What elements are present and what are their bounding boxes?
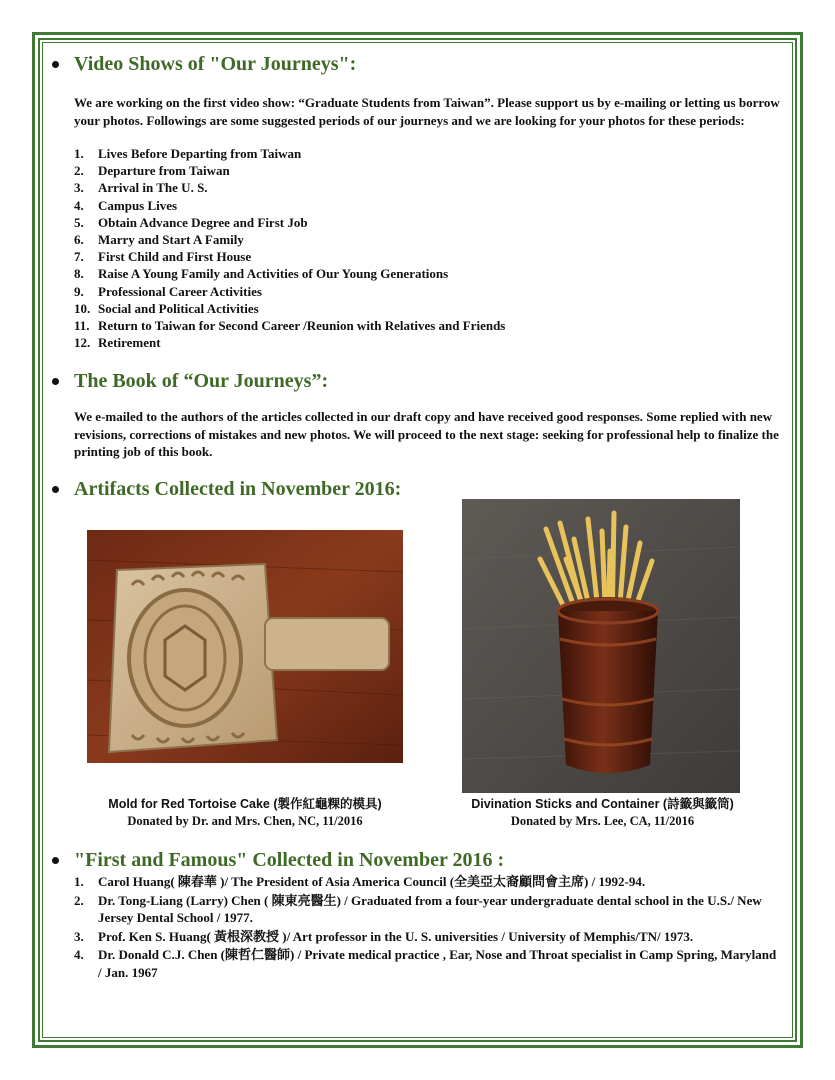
period-list-item <box>74 162 786 179</box>
period-list-item-text: Marry and Start A Family <box>98 232 244 248</box>
period-list-item <box>74 248 786 265</box>
period-list-item <box>74 179 786 196</box>
famous-list-item-number: 4. <box>74 947 84 962</box>
video-period-list <box>74 145 786 351</box>
period-list-item <box>74 231 786 248</box>
period-list-item-text: Professional Career Activities <box>98 283 262 299</box>
period-list-item-number: 3. <box>74 180 84 196</box>
famous-list-item-number: 1. <box>74 874 84 889</box>
famous-list-item-text: Dr. Tong-Liang (Larry) Chen ( 陳東亮醫生) / Graduated from a four-year undergraduate dental school in the U.S./ New Jersey Dental School / 1977. <box>98 892 762 925</box>
period-list-item-text: Obtain Advance Degree and First Job <box>98 214 308 230</box>
artifacts-section-heading <box>52 478 401 501</box>
period-list-item-number: 4. <box>74 197 84 213</box>
famous-list-item-text: Carol Huang( 陳春華 )/ The President of Asia America Council (全美亞太裔顧問會主席) / 1992-94. <box>98 874 646 889</box>
period-list-item-number: 12. <box>74 335 91 351</box>
bullet-icon <box>52 61 59 68</box>
mold-caption-donor: Donated by Dr. and Mrs. Chen, NC, 11/2016 <box>127 814 363 828</box>
period-list-item-number: 1. <box>74 146 84 161</box>
famous-heading-text: "First and Famous" Collected in November 2016 : <box>74 849 505 871</box>
period-list-item-text: Lives Before Departing from Taiwan <box>98 146 302 161</box>
divination-sticks-photo <box>462 499 740 793</box>
famous-list-item <box>74 873 779 891</box>
period-list-item <box>74 214 786 231</box>
period-list-item-text: Retirement <box>98 335 161 351</box>
video-heading-text: Video Shows of "Our Journeys": <box>74 53 357 75</box>
period-list-item-number: 6. <box>74 232 84 248</box>
video-intro: We are working on the first video show: “Graduate Students from Taiwan”. Please support us by e-mailing or letting us borrow your photos. Followings are some suggested periods of our journeys and we are looking for your photos for these periods: <box>74 95 780 128</box>
famous-list-item <box>74 892 779 927</box>
period-list-item <box>74 317 786 334</box>
famous-list-item-text: Prof. Ken S. Huang( 黃根深教授 )/ Art professor in the U. S. universities / University of Memphis/TN/ 1973. <box>98 928 694 944</box>
period-list-item <box>74 283 786 300</box>
period-list-item-text: Return to Taiwan for Second Career /Reunion with Relatives and Friends <box>98 318 506 334</box>
period-list-item-number: 7. <box>74 249 84 265</box>
period-list-item-number: 8. <box>74 266 84 282</box>
sticks-caption-donor: Donated by Mrs. Lee, CA, 11/2016 <box>510 814 695 828</box>
sticks-caption-title: Divination Sticks and Container (詩籤與籤筒) <box>471 797 734 811</box>
period-list-item <box>74 334 786 351</box>
video-section-heading <box>52 53 356 76</box>
period-list-item <box>74 197 786 214</box>
sticks-caption <box>420 796 785 830</box>
famous-list-item-number: 3. <box>74 928 84 944</box>
period-list-item <box>74 300 786 317</box>
period-list-item-text: Raise A Young Family and Activities of Our Young Generations <box>98 266 449 282</box>
book-heading-text: The Book of “Our Journeys”: <box>74 370 329 392</box>
period-list-item-text: Campus Lives <box>98 197 178 213</box>
famous-section-heading <box>52 849 504 872</box>
book-body: We e-mailed to the authors of the articles collected in our draft copy and have received good responses. Some replied with new revisions, corrections of mistakes and new photos. We will proceed to the next stage: seeking for professional help to finalize the printing job of this book. <box>74 409 779 459</box>
period-list-item-text: Social and Political Activities <box>98 300 259 316</box>
mold-caption-title: Mold for Red Tortoise Cake (製作紅龜粿的模具) <box>108 797 382 811</box>
period-list-item-number: 2. <box>74 163 84 179</box>
tortoise-cake-mold-photo <box>87 530 403 763</box>
book-section-heading <box>52 370 328 393</box>
period-list-item-text: Departure from Taiwan <box>98 163 230 179</box>
famous-list <box>74 873 779 982</box>
famous-list-item-number: 2. <box>74 892 84 908</box>
period-list-item-number: 10. <box>74 300 91 316</box>
mold-caption <box>60 796 430 830</box>
period-list-item <box>74 265 786 282</box>
period-list-item-number: 5. <box>74 214 84 230</box>
period-list-item-text: First Child and First House <box>98 249 252 265</box>
famous-list-item-text: Dr. Donald C.J. Chen (陳哲仁醫師) / Private medical practice , Ear, Nose and Throat specialist in Camp Spring, Maryland / Jan. 1967 <box>98 947 777 980</box>
period-list-item-number: 9. <box>74 283 84 299</box>
bullet-icon <box>52 486 59 493</box>
famous-list-item <box>74 928 779 946</box>
artifacts-heading-text: Artifacts Collected in November 2016: <box>74 478 402 500</box>
bullet-icon <box>52 857 59 864</box>
period-list-item-text: Arrival in The U. S. <box>98 180 208 196</box>
bullet-icon <box>52 378 59 385</box>
period-list-item-number: 11. <box>74 318 90 334</box>
period-list-item <box>74 145 786 162</box>
famous-list-item <box>74 946 779 981</box>
